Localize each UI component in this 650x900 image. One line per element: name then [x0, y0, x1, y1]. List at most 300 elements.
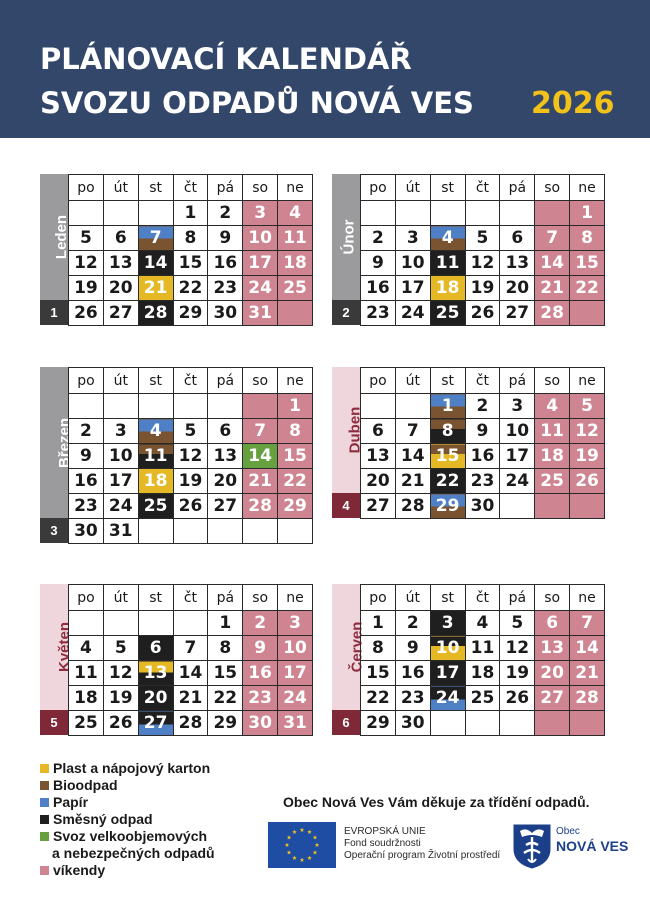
day-cell: 23 [465, 469, 500, 494]
week-row [69, 444, 313, 469]
empty-day-cell [138, 201, 173, 226]
weekday-header: út [395, 585, 430, 611]
week-row [69, 469, 313, 494]
day-cell: 2 [361, 226, 396, 251]
week-row [69, 419, 313, 444]
week-row [69, 276, 313, 301]
week-row [361, 251, 605, 276]
municipality-label-small: Obec [556, 826, 580, 837]
eu-star-icon [307, 830, 312, 834]
day-cell: 21 [243, 469, 278, 494]
day-cell: 31 [103, 519, 138, 544]
day-cell: 14 [138, 251, 173, 276]
day-cell: 17 [430, 661, 465, 686]
empty-day-cell [243, 394, 278, 419]
day-cell: 28 [395, 494, 430, 519]
month-tab [332, 584, 366, 735]
day-cell: 26 [465, 301, 500, 326]
day-cell: 28 [243, 494, 278, 519]
day-cell: 21 [173, 686, 208, 711]
month-grid [68, 584, 313, 736]
day-cell: 27 [500, 301, 535, 326]
day-cell: 24 [103, 494, 138, 519]
day-cell: 26 [69, 301, 104, 326]
empty-day-cell [395, 394, 430, 419]
month-name: Leden [53, 214, 71, 260]
weekday-header: po [361, 585, 396, 611]
day-cell: 19 [173, 469, 208, 494]
day-cell: 18 [465, 661, 500, 686]
week-row [69, 519, 313, 544]
weekday-header: út [103, 368, 138, 394]
day-cell: 22 [430, 469, 465, 494]
day-cell: 25 [278, 276, 313, 301]
week-row [69, 301, 313, 326]
empty-day-cell [138, 519, 173, 544]
day-cell: 17 [278, 661, 313, 686]
day-cell: 6 [535, 611, 570, 636]
day-cell: 8 [173, 226, 208, 251]
page-title-line2: SVOZU ODPADŮ NOVÁ VES [40, 86, 474, 120]
weekday-header-row [361, 175, 605, 201]
day-cell: 13 [361, 444, 396, 469]
day-cell: 14 [395, 444, 430, 469]
weekday-header: ne [570, 585, 605, 611]
day-cell: 20 [535, 661, 570, 686]
day-cell: 16 [361, 276, 396, 301]
day-cell: 30 [208, 301, 243, 326]
day-cell: 7 [173, 636, 208, 661]
header-banner [0, 0, 650, 138]
empty-day-cell [430, 711, 465, 736]
eu-star-icon [300, 828, 305, 832]
eu-star-icon [285, 843, 290, 847]
weekday-header: pá [500, 585, 535, 611]
day-cell: 13 [103, 251, 138, 276]
eu-star-icon [315, 843, 320, 847]
day-cell: 5 [465, 226, 500, 251]
weekday-header: čt [465, 175, 500, 201]
day-cell: 9 [243, 636, 278, 661]
day-cell: 2 [243, 611, 278, 636]
day-cell: 12 [500, 636, 535, 661]
day-cell: 27 [535, 686, 570, 711]
day-cell: 3 [500, 394, 535, 419]
thanks-text: Obec Nová Ves Vám děkuje za třídění odpadů. [283, 794, 590, 810]
day-cell: 22 [208, 686, 243, 711]
empty-day-cell [465, 201, 500, 226]
day-cell: 26 [173, 494, 208, 519]
day-cell: 7 [243, 419, 278, 444]
month-calendar [40, 174, 313, 325]
weekday-header: čt [173, 175, 208, 201]
weekday-header: so [535, 368, 570, 394]
day-cell: 15 [208, 661, 243, 686]
empty-day-cell [500, 201, 535, 226]
week-row [361, 301, 605, 326]
month-number: 3 [40, 518, 68, 543]
day-cell: 23 [361, 301, 396, 326]
empty-day-cell [535, 494, 570, 519]
empty-day-cell [500, 711, 535, 736]
weekday-header: so [535, 585, 570, 611]
day-cell: 3 [395, 226, 430, 251]
day-cell: 21 [395, 469, 430, 494]
day-cell: 5 [173, 419, 208, 444]
day-cell: 2 [208, 201, 243, 226]
day-cell: 4 [278, 201, 313, 226]
day-cell: 8 [430, 419, 465, 444]
day-cell: 19 [500, 661, 535, 686]
day-cell: 10 [500, 419, 535, 444]
day-cell: 2 [395, 611, 430, 636]
weekday-header: po [69, 368, 104, 394]
weekday-header-row [69, 175, 313, 201]
weekday-header: po [361, 368, 396, 394]
day-cell: 24 [278, 686, 313, 711]
eu-star-icon [300, 858, 305, 862]
day-cell: 9 [361, 251, 396, 276]
weekday-header: st [430, 368, 465, 394]
day-cell: 23 [243, 686, 278, 711]
day-cell: 18 [278, 251, 313, 276]
day-cell: 10 [278, 636, 313, 661]
day-cell: 2 [69, 419, 104, 444]
municipality-crest-icon [512, 823, 552, 869]
day-cell: 15 [570, 251, 605, 276]
day-cell: 1 [278, 394, 313, 419]
day-cell: 27 [103, 301, 138, 326]
week-row [361, 226, 605, 251]
day-cell: 6 [103, 226, 138, 251]
empty-day-cell [103, 611, 138, 636]
day-cell: 29 [173, 301, 208, 326]
weekday-header: čt [173, 585, 208, 611]
empty-day-cell [535, 711, 570, 736]
day-cell: 27 [208, 494, 243, 519]
day-cell: 16 [243, 661, 278, 686]
legend [40, 760, 215, 879]
month-name: Březen [56, 417, 74, 469]
month-grid [360, 367, 605, 519]
weekday-header: pá [500, 368, 535, 394]
day-cell: 8 [278, 419, 313, 444]
weekday-header: pá [208, 368, 243, 394]
day-cell: 9 [69, 444, 104, 469]
legend-swatch-vikendy [40, 866, 49, 875]
day-cell: 15 [430, 444, 465, 469]
day-cell: 4 [535, 394, 570, 419]
day-cell: 8 [208, 636, 243, 661]
day-cell: 29 [278, 494, 313, 519]
eu-star-icon [287, 850, 292, 854]
weekday-header: čt [465, 368, 500, 394]
week-row [69, 711, 313, 736]
weekday-header-row [361, 585, 605, 611]
empty-day-cell [69, 201, 104, 226]
month-calendar [40, 367, 313, 543]
week-row [69, 636, 313, 661]
empty-day-cell [173, 519, 208, 544]
day-cell: 28 [173, 711, 208, 736]
empty-day-cell [103, 394, 138, 419]
month-calendar [40, 584, 313, 735]
month-name: Duben [346, 406, 364, 454]
week-row [69, 494, 313, 519]
weekday-header: čt [173, 368, 208, 394]
day-cell: 25 [535, 469, 570, 494]
day-cell: 21 [535, 276, 570, 301]
day-cell: 10 [395, 251, 430, 276]
empty-day-cell [103, 201, 138, 226]
day-cell: 11 [69, 661, 104, 686]
day-cell: 7 [395, 419, 430, 444]
day-cell: 15 [278, 444, 313, 469]
day-cell: 26 [570, 469, 605, 494]
day-cell: 30 [69, 519, 104, 544]
weekday-header: st [430, 175, 465, 201]
empty-day-cell [173, 611, 208, 636]
legend-item-velkoobjem-cont: a nebezpečných odpadů [52, 845, 215, 861]
day-cell: 2 [465, 394, 500, 419]
weekday-header: ne [278, 368, 313, 394]
day-cell: 1 [570, 201, 605, 226]
day-cell: 14 [535, 251, 570, 276]
day-cell: 23 [395, 686, 430, 711]
empty-day-cell [138, 394, 173, 419]
day-cell: 13 [500, 251, 535, 276]
day-cell: 16 [395, 661, 430, 686]
day-cell: 22 [361, 686, 396, 711]
empty-day-cell [570, 494, 605, 519]
day-cell: 9 [208, 226, 243, 251]
day-cell: 23 [69, 494, 104, 519]
day-cell: 1 [173, 201, 208, 226]
day-cell: 31 [243, 301, 278, 326]
empty-day-cell [208, 519, 243, 544]
day-cell: 17 [103, 469, 138, 494]
day-cell: 5 [69, 226, 104, 251]
weekday-header: út [395, 368, 430, 394]
month-calendar [332, 584, 605, 735]
month-tab [40, 174, 71, 325]
day-cell: 8 [361, 636, 396, 661]
legend-item-velkoobjem: Svoz velkoobjemových [40, 828, 215, 845]
eu-star-icon [287, 835, 292, 839]
day-cell: 20 [103, 276, 138, 301]
empty-day-cell [535, 201, 570, 226]
day-cell: 11 [278, 226, 313, 251]
week-row [361, 611, 605, 636]
week-row [361, 201, 605, 226]
month-tab [332, 367, 364, 518]
eu-star-icon [313, 850, 318, 854]
day-cell: 19 [103, 686, 138, 711]
empty-day-cell [173, 394, 208, 419]
weekday-header: út [395, 175, 430, 201]
legend-swatch-papir [40, 798, 49, 807]
day-cell: 22 [278, 469, 313, 494]
weekday-header: po [69, 175, 104, 201]
week-row [69, 394, 313, 419]
day-cell: 27 [361, 494, 396, 519]
legend-swatch-plast [40, 764, 49, 773]
empty-day-cell [278, 519, 313, 544]
week-row [361, 419, 605, 444]
month-tab [40, 367, 74, 543]
day-cell: 6 [361, 419, 396, 444]
legend-item-bioodpad: Bioodpad [40, 777, 215, 794]
legend-swatch-velkoobjem [40, 832, 49, 841]
day-cell: 15 [361, 661, 396, 686]
day-cell: 16 [208, 251, 243, 276]
day-cell: 3 [243, 201, 278, 226]
weekday-header: so [243, 368, 278, 394]
month-number: 4 [332, 493, 360, 518]
day-cell: 19 [465, 276, 500, 301]
day-cell: 17 [395, 276, 430, 301]
month-number: 6 [332, 710, 360, 735]
eu-text [344, 826, 500, 862]
legend-swatch-bioodpad [40, 781, 49, 790]
weekday-header: čt [465, 585, 500, 611]
day-cell: 9 [395, 636, 430, 661]
day-cell: 18 [69, 686, 104, 711]
empty-day-cell [570, 711, 605, 736]
day-cell: 28 [535, 301, 570, 326]
day-cell: 6 [500, 226, 535, 251]
day-cell: 6 [138, 636, 173, 661]
day-cell: 11 [535, 419, 570, 444]
weekday-header: út [103, 175, 138, 201]
week-row [361, 444, 605, 469]
day-cell: 22 [570, 276, 605, 301]
year-label: 2026 [531, 86, 615, 121]
weekday-header: pá [208, 585, 243, 611]
week-row [69, 226, 313, 251]
municipality-label: NOVÁ VES [556, 838, 629, 854]
day-cell: 30 [465, 494, 500, 519]
day-cell: 25 [138, 494, 173, 519]
weekday-header: pá [208, 175, 243, 201]
eu-star-icon [292, 856, 297, 860]
week-row [361, 494, 605, 519]
weekday-header: út [103, 585, 138, 611]
day-cell: 17 [500, 444, 535, 469]
weekday-header: st [138, 368, 173, 394]
week-row [361, 711, 605, 736]
weekday-header-row [69, 368, 313, 394]
day-cell: 14 [570, 636, 605, 661]
day-cell: 10 [243, 226, 278, 251]
day-cell: 21 [138, 276, 173, 301]
day-cell: 4 [138, 419, 173, 444]
eu-line2: Fond soudržnosti [344, 838, 421, 849]
day-cell: 14 [243, 444, 278, 469]
week-row [69, 201, 313, 226]
month-number: 5 [40, 710, 68, 735]
month-grid [68, 174, 313, 326]
day-cell: 6 [208, 419, 243, 444]
day-cell: 25 [430, 301, 465, 326]
empty-day-cell [138, 611, 173, 636]
empty-day-cell [208, 394, 243, 419]
eu-star-icon [292, 830, 297, 834]
week-row [361, 469, 605, 494]
day-cell: 23 [208, 276, 243, 301]
day-cell: 12 [69, 251, 104, 276]
day-cell: 9 [465, 419, 500, 444]
month-number: 1 [40, 300, 68, 325]
day-cell: 4 [69, 636, 104, 661]
day-cell: 12 [465, 251, 500, 276]
day-cell: 29 [208, 711, 243, 736]
day-cell: 26 [103, 711, 138, 736]
day-cell: 12 [570, 419, 605, 444]
empty-day-cell [243, 519, 278, 544]
legend-swatch-smesny [40, 815, 49, 824]
day-cell: 24 [500, 469, 535, 494]
eu-star-icon [313, 835, 318, 839]
empty-day-cell [361, 201, 396, 226]
empty-day-cell [500, 494, 535, 519]
day-cell: 30 [395, 711, 430, 736]
eu-line3: Operační program Životní prostředí [344, 850, 501, 861]
eu-flag-logo [268, 822, 336, 868]
day-cell: 21 [570, 661, 605, 686]
day-cell: 28 [138, 301, 173, 326]
day-cell: 4 [465, 611, 500, 636]
day-cell: 5 [570, 394, 605, 419]
day-cell: 10 [430, 636, 465, 661]
week-row [69, 611, 313, 636]
day-cell: 12 [173, 444, 208, 469]
day-cell: 12 [103, 661, 138, 686]
month-calendar [332, 174, 605, 325]
day-cell: 11 [138, 444, 173, 469]
day-cell: 11 [430, 251, 465, 276]
weekday-header-row [69, 585, 313, 611]
month-grid [360, 584, 605, 736]
week-row [361, 686, 605, 711]
weekday-header: st [138, 585, 173, 611]
day-cell: 18 [138, 469, 173, 494]
day-cell: 1 [208, 611, 243, 636]
day-cell: 20 [500, 276, 535, 301]
day-cell: 29 [430, 494, 465, 519]
eu-star-icon [307, 856, 312, 860]
weekday-header: so [535, 175, 570, 201]
empty-day-cell [570, 301, 605, 326]
day-cell: 7 [138, 226, 173, 251]
legend-item-smesny: Směsný odpad [40, 811, 215, 828]
month-name: Květen [56, 621, 74, 673]
weekday-header: st [138, 175, 173, 201]
empty-day-cell [69, 611, 104, 636]
day-cell: 7 [570, 611, 605, 636]
day-cell: 13 [535, 636, 570, 661]
month-number: 2 [332, 300, 360, 325]
weekday-header: pá [500, 175, 535, 201]
weekday-header: po [361, 175, 396, 201]
day-cell: 8 [570, 226, 605, 251]
week-row [361, 394, 605, 419]
day-cell: 4 [430, 226, 465, 251]
day-cell: 24 [430, 686, 465, 711]
day-cell: 24 [243, 276, 278, 301]
legend-item-papir: Papír [40, 794, 215, 811]
day-cell: 26 [500, 686, 535, 711]
